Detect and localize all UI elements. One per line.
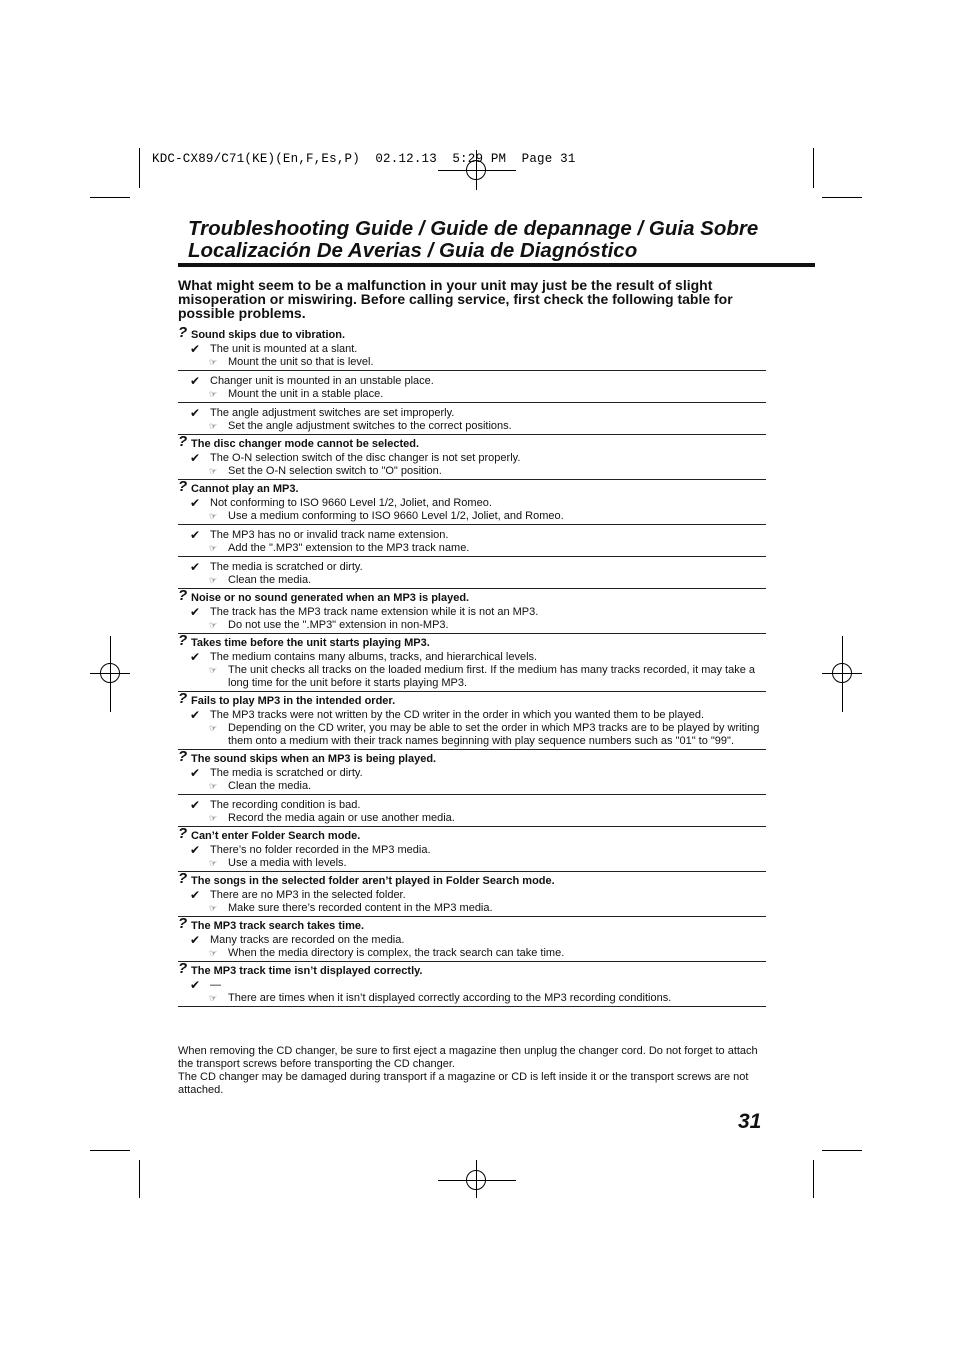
- footnote-paragraph: The CD changer may be damaged during transport if a magazine or CD is left inside it or the transport screws are not attached.: [178, 1071, 749, 1096]
- remedy-text: Add the ".MP3" extension to the MP3 track name.: [228, 542, 470, 554]
- page-number: 31: [738, 1110, 762, 1133]
- check-icon: ✔: [190, 888, 201, 902]
- remedy: [178, 780, 766, 793]
- remedy-text: Do not use the ".MP3" extension in non-MP3.: [228, 619, 449, 631]
- remedy-text: Use a medium conforming to ISO 9660 Level 1/2, Joliet, and Romeo.: [228, 510, 564, 522]
- pointing-hand-icon: ☞: [209, 723, 218, 733]
- remedy-text: Clean the media.: [228, 574, 312, 586]
- case-row: [178, 843, 766, 872]
- symptom-text: Fails to play MP3 in the intended order.: [191, 695, 396, 707]
- case-row: [178, 406, 766, 435]
- case-row: [178, 888, 766, 917]
- symptom: [178, 960, 766, 978]
- symptom-text: The MP3 track time isn’t displayed correctly.: [191, 965, 423, 977]
- case-row: [178, 978, 766, 1007]
- case-row: [178, 605, 766, 634]
- problem-group: [178, 915, 766, 962]
- case-row: [178, 528, 766, 557]
- case-row: [178, 342, 766, 371]
- problem-group: [178, 478, 766, 589]
- registration-mark: [832, 663, 852, 683]
- cause: [178, 407, 766, 420]
- crop-mark: [90, 1150, 130, 1151]
- remedy: [178, 574, 766, 587]
- registration-mark: [100, 663, 120, 683]
- question-mark-icon: ?: [178, 632, 188, 649]
- remedy: [178, 664, 766, 690]
- cause-text: —: [210, 979, 221, 991]
- case-row: [178, 708, 766, 750]
- case-row: [178, 451, 766, 480]
- pointing-hand-icon: ☞: [209, 620, 218, 630]
- remedy-text: Mount the unit in a stable place.: [228, 388, 384, 400]
- page-title: Troubleshooting Guide / Guide de depannage / Guia Sobre Localización De Averias / Guia de Diagnóstico: [188, 217, 759, 262]
- cause-text: The recording condition is bad.: [210, 799, 361, 811]
- symptom: [178, 433, 766, 451]
- remedy: [178, 857, 766, 870]
- print-header: KDC-CX89/C71(KE)(En,F,Es,P) 02.12.13 5:29 PM Page 31: [152, 152, 576, 166]
- remedy: [178, 619, 766, 632]
- question-mark-icon: ?: [178, 870, 188, 887]
- problem-group: [178, 587, 766, 634]
- remedy-text: Clean the media.: [228, 780, 312, 792]
- remedy: [178, 420, 766, 433]
- remedy-text: Record the media again or use another media.: [228, 812, 455, 824]
- footnote-paragraph: When removing the CD changer, be sure to first eject a magazine then unplug the changer cord. Do not forget to attach the transport screws before transporting the CD changer.: [178, 1045, 758, 1070]
- problem-group: [178, 690, 766, 750]
- question-mark-icon: ?: [178, 587, 188, 604]
- problem-group: [178, 960, 766, 1007]
- check-icon: ✔: [190, 708, 201, 722]
- title-rule: [178, 263, 815, 267]
- problem-group: [178, 324, 766, 435]
- remedy-text: There are times when it isn’t displayed correctly according to the MP3 recording conditions.: [228, 992, 672, 1004]
- cause: [178, 651, 766, 664]
- remedy: [178, 902, 766, 915]
- symptom: [178, 748, 766, 766]
- remedy: [178, 510, 766, 523]
- cause: [178, 375, 766, 388]
- cause: [178, 606, 766, 619]
- cause-text: The MP3 tracks were not written by the CD writer in the order in which you wanted them to be played.: [210, 709, 705, 721]
- cause: [178, 979, 766, 992]
- check-icon: ✔: [190, 406, 201, 420]
- cause: [178, 709, 766, 722]
- problem-group: [178, 433, 766, 480]
- pointing-hand-icon: ☞: [209, 389, 218, 399]
- check-icon: ✔: [190, 560, 201, 574]
- case-row: [178, 650, 766, 692]
- remedy: [178, 465, 766, 478]
- cause-text: The media is scratched or dirty.: [210, 561, 363, 573]
- remedy-text: Use a media with levels.: [228, 857, 347, 869]
- pointing-hand-icon: ☞: [209, 781, 218, 791]
- footnote: [178, 1045, 768, 1097]
- check-icon: ✔: [190, 933, 201, 947]
- symptom: [178, 324, 766, 342]
- case-row: [178, 933, 766, 962]
- symptom-text: The sound skips when an MP3 is being played.: [191, 753, 437, 765]
- cause: [178, 452, 766, 465]
- check-icon: ✔: [190, 374, 201, 388]
- problem-group: [178, 748, 766, 827]
- remedy-text: When the media directory is complex, the track search can take time.: [228, 947, 565, 959]
- question-mark-icon: ?: [178, 690, 188, 707]
- check-icon: ✔: [190, 496, 201, 510]
- question-mark-icon: ?: [178, 478, 188, 495]
- cause-text: There are no MP3 in the selected folder.: [210, 889, 406, 901]
- remedy-text: Make sure there’s recorded content in the MP3 media.: [228, 902, 493, 914]
- intro-text: What might seem to be a malfunction in your unit may just be the result of slight misoperation or miswiring. Before calling service, first check the following table for possible problems.: [178, 277, 733, 321]
- troubleshooting-list: [178, 324, 766, 1010]
- remedy: [178, 388, 766, 401]
- cause-text: Many tracks are recorded on the media.: [210, 934, 405, 946]
- remedy-text: Set the O-N selection switch to "O" position.: [228, 465, 442, 477]
- problem-group: [178, 632, 766, 692]
- problem-group: [178, 825, 766, 872]
- symptom: [178, 478, 766, 496]
- question-mark-icon: ?: [178, 748, 188, 765]
- remedy-text: Depending on the CD writer, you may be able to set the order in which MP3 tracks are to be played by writing them onto a medium with their track names beginning with play sequence numbers such as "01" to "99".: [228, 722, 760, 747]
- problem-group: [178, 870, 766, 917]
- crop-mark: [139, 1160, 140, 1198]
- remedy-text: Mount the unit so that is level.: [228, 356, 374, 368]
- cause-text: There’s no folder recorded in the MP3 media.: [210, 844, 431, 856]
- cause-text: The O-N selection switch of the disc changer is not set properly.: [210, 452, 521, 464]
- question-mark-icon: ?: [178, 433, 188, 450]
- symptom-text: Can’t enter Folder Search mode.: [191, 830, 361, 842]
- remedy-text: The unit checks all tracks on the loaded medium first. If the medium has many tracks recorded, it may take a long time for the unit before it starts playing MP3.: [228, 664, 756, 689]
- remedy: [178, 812, 766, 825]
- remedy: [178, 722, 766, 748]
- case-row: [178, 766, 766, 795]
- symptom: [178, 587, 766, 605]
- cause: [178, 767, 766, 780]
- pointing-hand-icon: ☞: [209, 421, 218, 431]
- symptom-text: Cannot play an MP3.: [191, 483, 299, 495]
- cause-text: The MP3 has no or invalid track name extension.: [210, 529, 449, 541]
- check-icon: ✔: [190, 798, 201, 812]
- pointing-hand-icon: ☞: [209, 575, 218, 585]
- cause-text: The track has the MP3 track name extension while it is not an MP3.: [210, 606, 539, 618]
- check-icon: ✔: [190, 978, 201, 992]
- pointing-hand-icon: ☞: [209, 511, 218, 521]
- check-icon: ✔: [190, 843, 201, 857]
- symptom: [178, 915, 766, 933]
- crop-mark: [822, 197, 862, 198]
- check-icon: ✔: [190, 766, 201, 780]
- crop-mark: [822, 1150, 862, 1151]
- check-icon: ✔: [190, 342, 201, 356]
- question-mark-icon: ?: [178, 915, 188, 932]
- registration-mark: [466, 1170, 486, 1190]
- pointing-hand-icon: ☞: [209, 543, 218, 553]
- cause-text: The unit is mounted at a slant.: [210, 343, 358, 355]
- pointing-hand-icon: ☞: [209, 466, 218, 476]
- question-mark-icon: ?: [178, 825, 188, 842]
- pointing-hand-icon: ☞: [209, 357, 218, 367]
- remedy: [178, 947, 766, 960]
- crop-mark: [90, 197, 130, 198]
- symptom-text: The songs in the selected folder aren’t played in Folder Search mode.: [191, 875, 555, 887]
- case-row: [178, 496, 766, 525]
- check-icon: ✔: [190, 605, 201, 619]
- pointing-hand-icon: ☞: [209, 903, 218, 913]
- crop-mark: [139, 148, 140, 188]
- symptom: [178, 825, 766, 843]
- cause: [178, 561, 766, 574]
- pointing-hand-icon: ☞: [209, 993, 218, 1003]
- symptom-text: Takes time before the unit starts playing MP3.: [191, 637, 430, 649]
- case-row: [178, 798, 766, 827]
- symptom-text: The disc changer mode cannot be selected.: [191, 438, 420, 450]
- symptom-text: Noise or no sound generated when an MP3 is played.: [191, 592, 470, 604]
- question-mark-icon: ?: [178, 960, 188, 977]
- cause-text: Changer unit is mounted in an unstable place.: [210, 375, 434, 387]
- cause: [178, 497, 766, 510]
- symptom: [178, 690, 766, 708]
- pointing-hand-icon: ☞: [209, 858, 218, 868]
- symptom-text: The MP3 track search takes time.: [191, 920, 365, 932]
- cause: [178, 343, 766, 356]
- cause-text: The media is scratched or dirty.: [210, 767, 363, 779]
- crop-mark: [813, 1160, 814, 1198]
- symptom-text: Sound skips due to vibration.: [191, 329, 346, 341]
- symptom: [178, 632, 766, 650]
- remedy: [178, 356, 766, 369]
- check-icon: ✔: [190, 650, 201, 664]
- cause: [178, 934, 766, 947]
- remedy: [178, 542, 766, 555]
- cause: [178, 799, 766, 812]
- case-row: [178, 374, 766, 403]
- check-icon: ✔: [190, 451, 201, 465]
- remedy-text: Set the angle adjustment switches to the correct positions.: [228, 420, 512, 432]
- pointing-hand-icon: ☞: [209, 813, 218, 823]
- cause-text: Not conforming to ISO 9660 Level 1/2, Joliet, and Romeo.: [210, 497, 492, 509]
- symptom: [178, 870, 766, 888]
- cause-text: The angle adjustment switches are set improperly.: [210, 407, 455, 419]
- cause: [178, 889, 766, 902]
- remedy: [178, 992, 766, 1005]
- question-mark-icon: ?: [178, 324, 188, 341]
- check-icon: ✔: [190, 528, 201, 542]
- cause: [178, 844, 766, 857]
- crop-mark: [813, 148, 814, 188]
- case-row: [178, 560, 766, 589]
- pointing-hand-icon: ☞: [209, 665, 218, 675]
- cause: [178, 529, 766, 542]
- cause-text: The medium contains many albums, tracks, and hierarchical levels.: [210, 651, 538, 663]
- pointing-hand-icon: ☞: [209, 948, 218, 958]
